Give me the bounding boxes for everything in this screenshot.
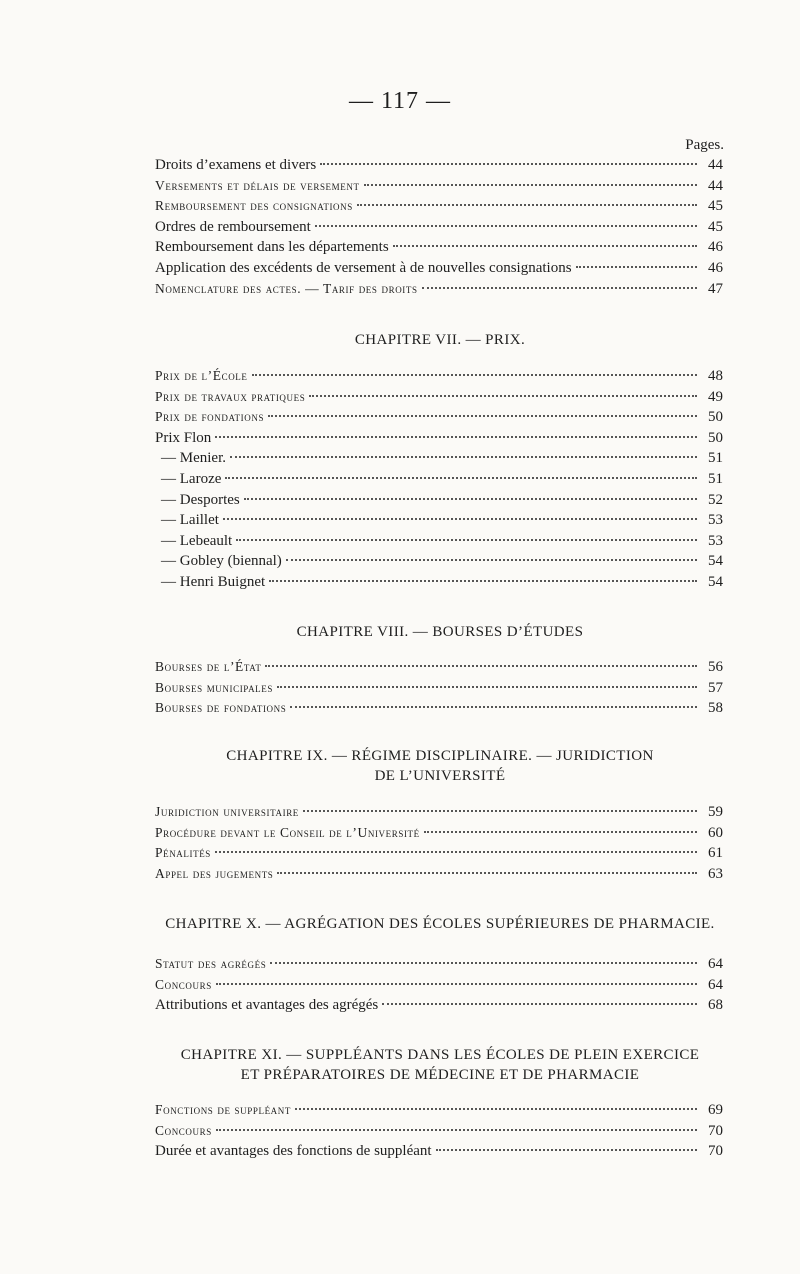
dot-leader xyxy=(269,580,697,582)
dot-leader xyxy=(422,287,697,289)
dot-leader xyxy=(303,810,697,812)
toc-entry xyxy=(155,864,723,885)
dot-leader xyxy=(424,831,697,833)
toc-entry-page: 45 xyxy=(708,218,723,235)
toc-entry xyxy=(155,279,723,300)
toc-entry-list xyxy=(155,1100,723,1162)
toc-entry-page: 44 xyxy=(708,177,723,194)
dot-leader xyxy=(265,665,697,667)
toc-entry xyxy=(155,510,723,531)
toc-entry-page: 70 xyxy=(708,1143,723,1160)
toc-entry-label: Bourses de l’État xyxy=(155,659,262,674)
dot-leader xyxy=(215,436,697,438)
toc-entry-page: 47 xyxy=(708,280,723,297)
dot-leader xyxy=(223,518,697,520)
toc-entry-label: — Laillet xyxy=(161,512,219,529)
dot-leader xyxy=(277,872,697,874)
toc-entry-label: Prix de fondations xyxy=(155,409,265,425)
toc-entry xyxy=(155,678,723,699)
toc-entry xyxy=(155,1141,723,1162)
toc-entry xyxy=(155,217,723,238)
toc-entry-page: 53 xyxy=(708,512,723,529)
toc-entry-page: 58 xyxy=(708,700,723,717)
toc-entry xyxy=(155,237,723,258)
toc-entry-page: 46 xyxy=(708,239,723,256)
dot-leader xyxy=(315,225,697,227)
toc-entry-label: Fonctions de suppléant xyxy=(155,1102,291,1117)
dot-leader xyxy=(236,539,697,541)
toc-entry xyxy=(155,490,723,511)
toc-entry-label: Concours xyxy=(155,1122,212,1138)
toc-entry xyxy=(155,995,723,1016)
dot-leader xyxy=(277,686,697,688)
toc-entry xyxy=(155,155,723,176)
toc-entry-page: 56 xyxy=(708,659,723,675)
dot-leader xyxy=(252,374,698,376)
dot-leader xyxy=(225,477,697,479)
chapter-heading xyxy=(150,330,730,350)
toc-entry-page: 59 xyxy=(708,804,723,820)
dot-leader xyxy=(215,851,697,853)
toc-entry-label: Application des excédents de versement à de nouvelles consignations xyxy=(155,259,572,276)
toc-entry-list xyxy=(155,657,723,719)
pages-column-label: Pages. xyxy=(685,137,724,153)
page-number: — 117 — xyxy=(348,88,452,114)
toc-entry-label: — Gobley (biennal) xyxy=(161,553,282,570)
toc-entry-label: — Lebeault xyxy=(161,532,233,549)
toc-entry-page: 60 xyxy=(708,824,723,841)
toc-entry xyxy=(155,1121,723,1142)
chapter-heading-line: ET PRÉPARATOIRES DE MÉDECINE ET DE PHARMACIE xyxy=(240,1067,640,1083)
dot-leader xyxy=(393,245,697,247)
toc-entry-page: 50 xyxy=(708,409,723,426)
toc-entry xyxy=(155,572,723,593)
chapter-heading xyxy=(150,914,730,934)
toc-entry xyxy=(155,823,723,844)
toc-entry-label: Prix de l’École xyxy=(155,368,248,383)
toc-entry-label: Appel des jugements xyxy=(155,865,274,881)
toc-entry-page: 70 xyxy=(708,1122,723,1139)
toc-entry-page: 45 xyxy=(708,198,723,215)
dot-leader xyxy=(320,163,697,165)
toc-entry-label: Attributions et avantages des agrégés xyxy=(155,997,379,1014)
toc-entry-label: Ordres de remboursement xyxy=(155,218,311,235)
dot-leader xyxy=(216,983,697,985)
dot-leader xyxy=(576,266,697,268)
toc-entry-label: Pénalités xyxy=(155,845,211,861)
toc-entry-page: 54 xyxy=(708,573,723,590)
toc-entry-page: 44 xyxy=(708,157,723,173)
chapter-heading-line: CHAPITRE VIII. — BOURSES D’ÉTUDES xyxy=(296,624,584,640)
toc-entry-label: — Desportes xyxy=(161,491,240,508)
toc-entry-label: Prix de travaux pratiques xyxy=(155,388,306,404)
toc-entry xyxy=(155,843,723,864)
toc-entry-label: Statut des agrégés xyxy=(155,956,267,971)
toc-entry xyxy=(155,1100,723,1121)
toc-entry-label: Droits d’examens et divers xyxy=(155,157,317,173)
toc-entry-page: 48 xyxy=(708,368,723,384)
toc-entry-page: 63 xyxy=(708,865,723,882)
toc-entry-page: 49 xyxy=(708,388,723,405)
toc-entry xyxy=(155,387,723,408)
toc-entry-page: 64 xyxy=(708,976,723,993)
toc-entry xyxy=(155,176,723,197)
toc-entry-label: Bourses de fondations xyxy=(155,700,287,716)
dot-leader xyxy=(309,395,697,397)
toc-entry-label: Juridiction universitaire xyxy=(155,804,299,819)
toc-entry xyxy=(155,975,723,996)
dot-leader xyxy=(295,1108,697,1110)
toc-entry xyxy=(155,698,723,719)
toc-entry-list xyxy=(155,802,723,884)
dot-leader xyxy=(270,962,697,964)
toc-entry-label: Versements et délais de versement xyxy=(155,177,360,193)
chapter-heading-line: DE L’UNIVERSITÉ xyxy=(374,768,506,784)
toc-entry-label: Remboursement des consignations xyxy=(155,198,353,214)
dot-leader xyxy=(230,456,697,458)
toc-entry xyxy=(155,469,723,490)
toc-entry-page: 57 xyxy=(708,679,723,696)
toc-entry xyxy=(155,407,723,428)
toc-entry-page: 51 xyxy=(708,470,723,487)
dot-leader xyxy=(364,184,697,186)
toc-entry xyxy=(155,258,723,279)
chapter-heading-line: CHAPITRE X. — AGRÉGATION DES ÉCOLES SUPÉRIEURES DE PHARMACIE. xyxy=(165,916,715,932)
dot-leader xyxy=(436,1149,697,1151)
dot-leader xyxy=(290,706,697,708)
toc-entry xyxy=(155,366,723,387)
toc-entry-list xyxy=(155,366,723,593)
toc-entry-page: 68 xyxy=(708,997,723,1014)
toc-entry-page: 61 xyxy=(708,845,723,862)
toc-entry-label: — Menier. xyxy=(161,450,226,467)
chapter-heading xyxy=(150,1045,730,1085)
toc-entry-page: 50 xyxy=(708,429,723,446)
toc-entry-label: Procédure devant le Conseil de l’Université xyxy=(155,824,420,840)
chapter-heading-line: CHAPITRE IX. — RÉGIME DISCIPLINAIRE. — JURIDICTION xyxy=(226,748,654,764)
toc-entry xyxy=(155,954,723,975)
toc-entry-page: 52 xyxy=(708,491,723,508)
toc-entry-page: 53 xyxy=(708,532,723,549)
toc-entry-label: Durée et avantages des fonctions de suppléant xyxy=(155,1143,432,1160)
dot-leader xyxy=(286,559,697,561)
toc-entry xyxy=(155,448,723,469)
toc-entry-label: — Henri Buignet xyxy=(161,573,266,590)
toc-entry-label: Bourses municipales xyxy=(155,679,273,695)
toc-entry-label: Remboursement dans les départements xyxy=(155,239,389,256)
toc-entry xyxy=(155,657,723,678)
dot-leader xyxy=(268,415,697,417)
toc-entry xyxy=(155,428,723,449)
chapter-heading-line: CHAPITRE VII. — PRIX. xyxy=(354,332,526,348)
toc-entry-list xyxy=(155,155,723,299)
toc-entry xyxy=(155,196,723,217)
dot-leader xyxy=(357,204,697,206)
dot-leader xyxy=(382,1003,697,1005)
toc-entry-page: 51 xyxy=(708,450,723,467)
toc-entry-page: 46 xyxy=(708,259,723,276)
toc-entry-page: 69 xyxy=(708,1102,723,1118)
toc-entry xyxy=(155,802,723,823)
toc-entry-page: 64 xyxy=(708,956,723,972)
toc-entry-list xyxy=(155,954,723,1016)
toc-entry-label: Prix Flon xyxy=(155,429,212,446)
chapter-heading xyxy=(150,746,730,786)
chapter-heading xyxy=(150,622,730,642)
toc-entry xyxy=(155,551,723,572)
toc-entry-label: Nomenclature des actes. — Tarif des droits xyxy=(155,280,418,296)
toc-entry xyxy=(155,531,723,552)
toc-entry-label: — Laroze xyxy=(161,470,222,487)
dot-leader xyxy=(216,1129,697,1131)
toc-entry-page: 54 xyxy=(708,553,723,570)
chapter-heading-line: CHAPITRE XI. — SUPPLÉANTS DANS LES ÉCOLES DE PLEIN EXERCICE xyxy=(180,1047,700,1063)
dot-leader xyxy=(244,498,697,500)
toc-entry-label: Concours xyxy=(155,976,212,992)
